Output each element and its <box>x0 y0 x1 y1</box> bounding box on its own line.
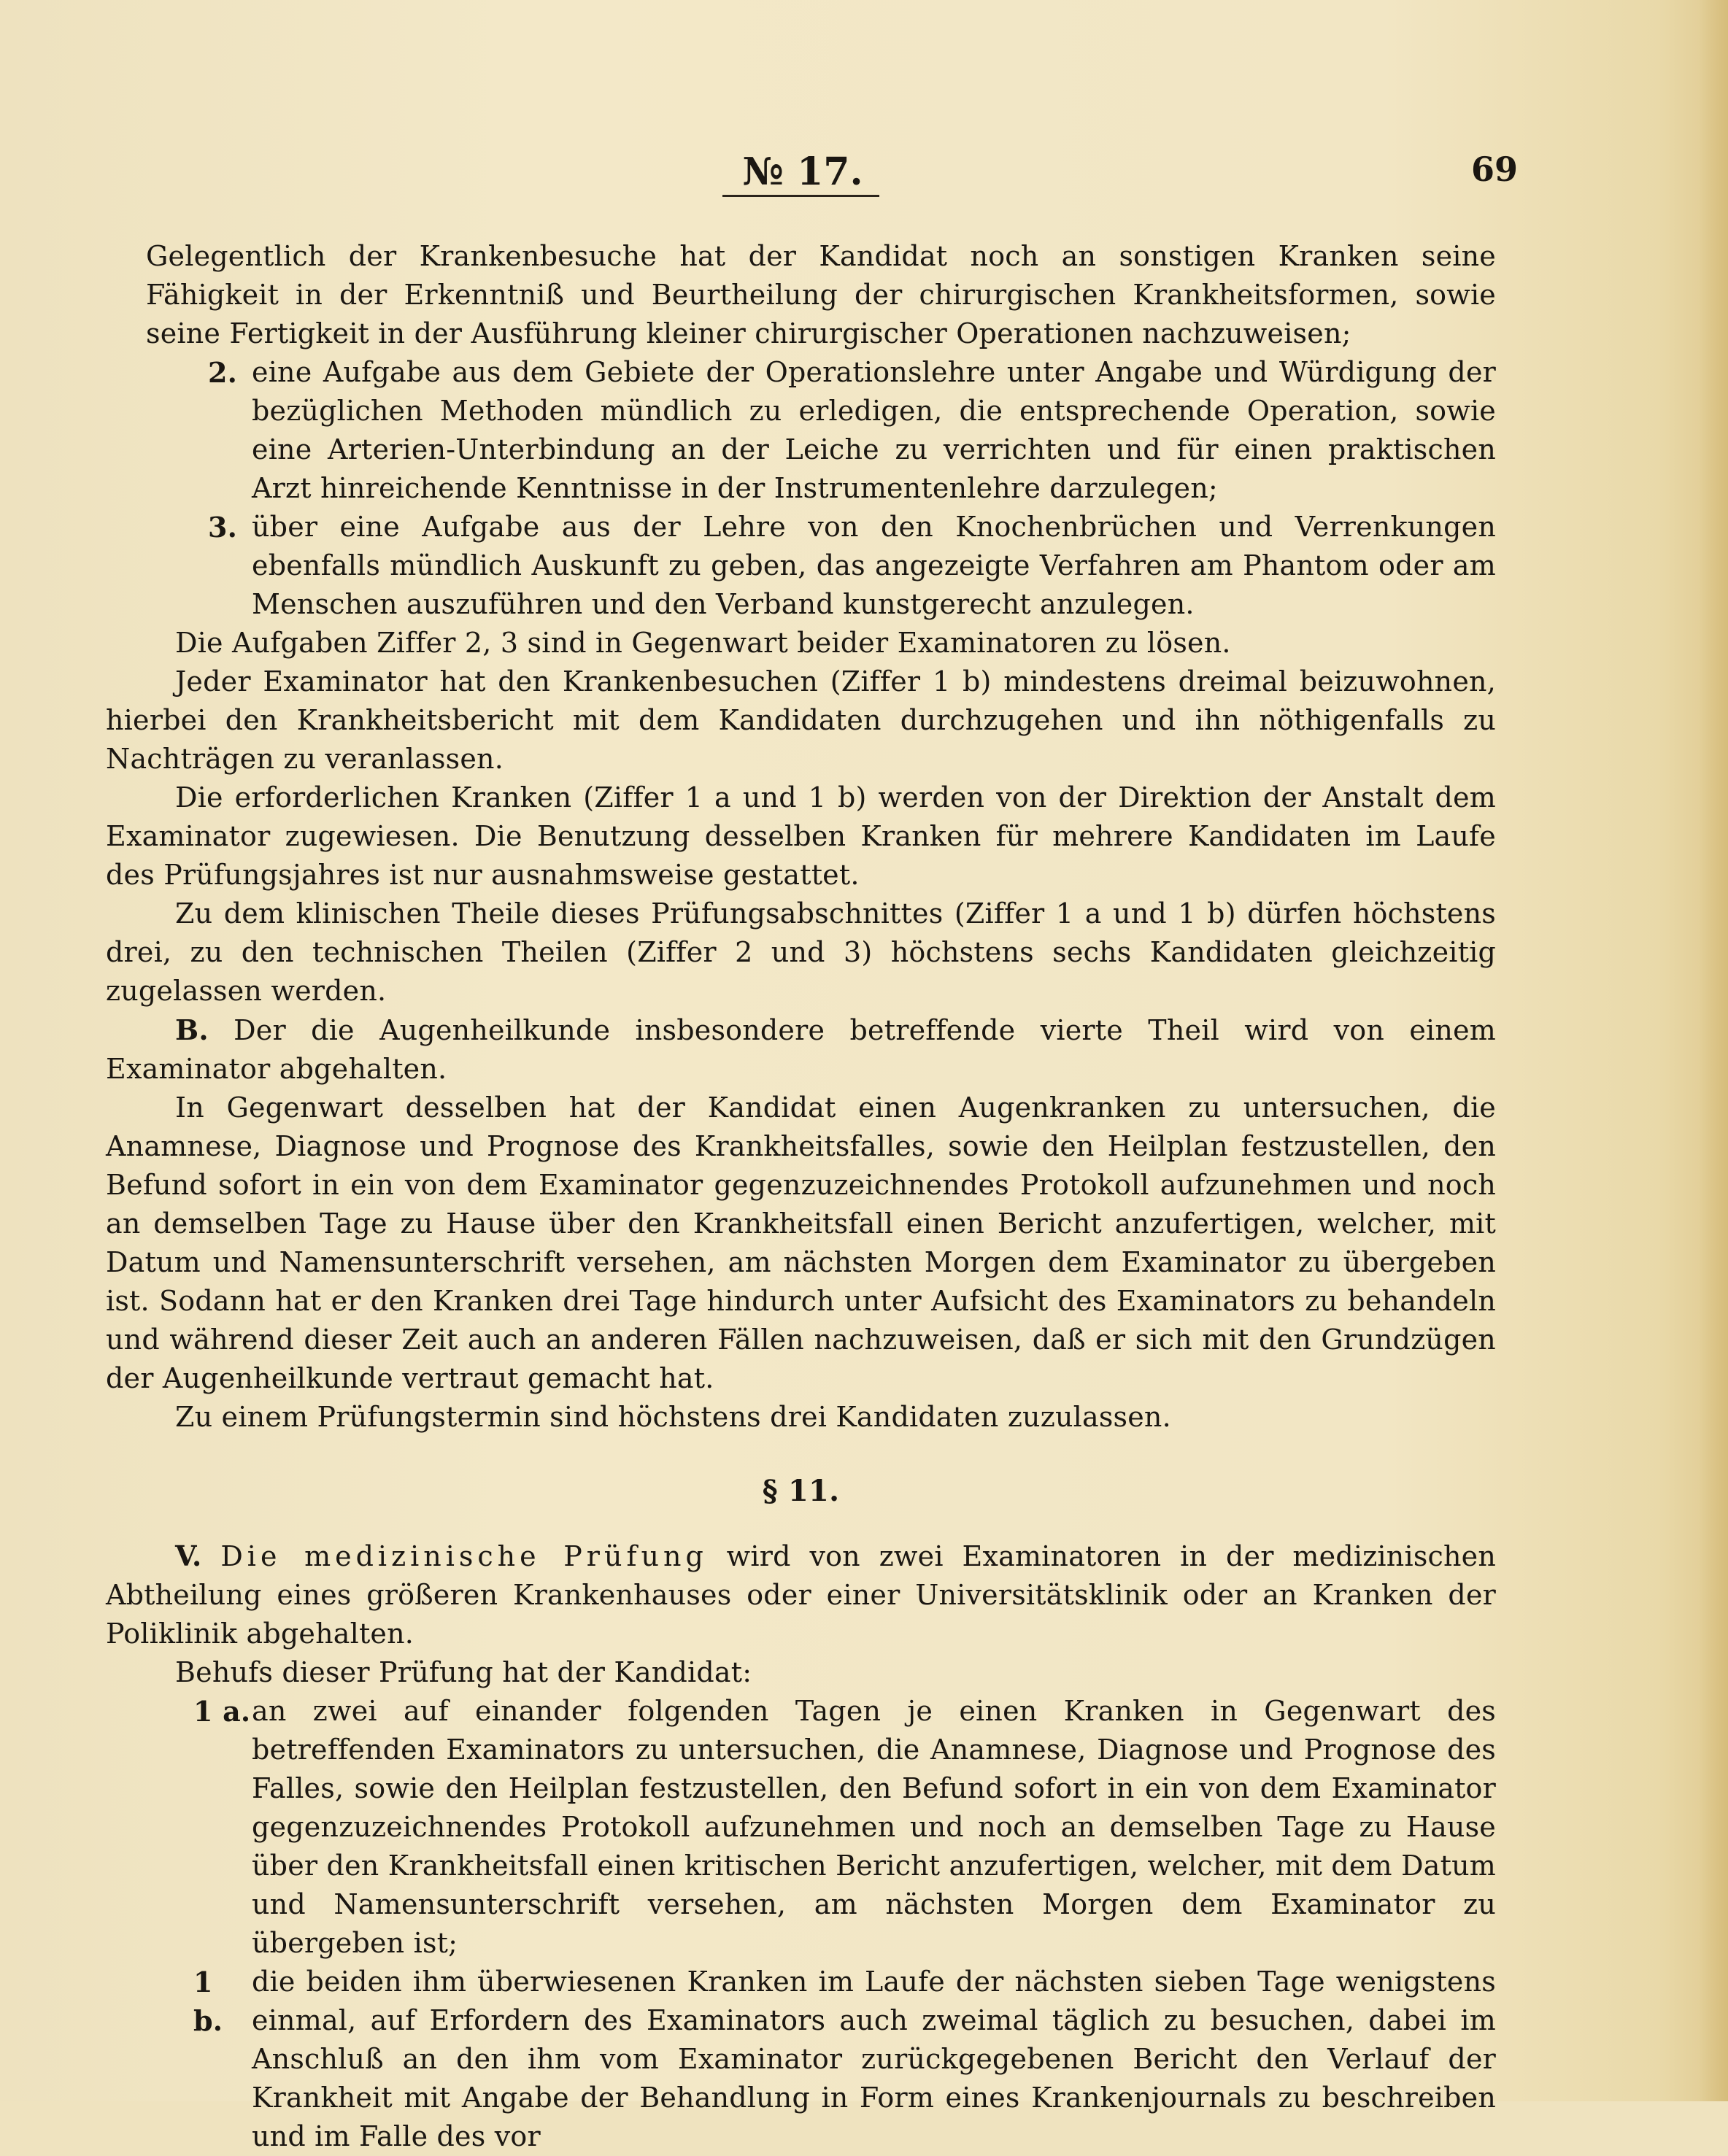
paragraph-gegenwart: In Gegenwart desselben hat der Kandidat einen Augenkranken zu untersuchen, die Anamnese, Diagnose und Prognose des Krankheitsfalles, sowie den Heilplan festzustellen, den Befund sofort in ein von dem Examinator gegenzuzeichnendes Protokoll aufzunehmen und noch an demselben Tage zu Hause über den Krankheitsfall einen Bericht anzufertigen, welcher, mit Datum und Namensunterschrift versehen, am nächsten Morgen dem Examinator zu übergeben ist. Sodann hat er den Kranken drei Tage hindurch unter Aufsicht des Examinators zu behandeln und während dieser Zeit auch an anderen Fällen nachzuweisen, daß er sich mit den Grundzügen der Augenheilkunde vertraut gemacht hat. <box>106 1091 1496 1394</box>
paragraph-pruefungstermin: Zu einem Prüfungstermin sind höchstens drei Kandidaten zuzulassen. <box>175 1401 1171 1433</box>
paragraph-klinischer-theil: Zu dem klinischen Theile dieses Prüfungsabschnittes (Ziffer 1 a und 1 b) dürfen höchstens drei, zu den technischen Theilen (Ziffer 2 und 3) höchstens sechs Kandidaten gleichzeitig zugelassen werden. <box>106 897 1496 1007</box>
list-item-number: 2. <box>208 356 238 389</box>
section-v-emphasis: Die medizinische Prüfung <box>220 1540 708 1572</box>
list-item-number: 1 b. <box>193 1966 223 2037</box>
document-body <box>106 237 1496 2156</box>
list-item-number: 3. <box>208 511 238 544</box>
list-item-2 <box>106 353 1496 508</box>
section-b-text: Der die Augenheilkunde insbesondere betreffende vierte Theil wird von einem Examinator abgehalten. <box>106 1014 1497 1085</box>
list-item-text: an zwei auf einander folgenden Tagen je einen Kranken in Gegenwart des betreffenden Examinators zu untersuchen, die Anamnese, Diagnose und Prognose des Falles, sowie den Heilplan festzustellen, den Befund sofort in ein von dem Examinator gegenzuzeichnendes Protokoll aufzunehmen und noch an demselben Tage zu Hause über den Krankheitsfall einen kritischen Bericht anzufertigen, welcher, mit dem Datum und Namensunterschrift versehen, am nächsten Morgen dem Examinator zu übergeben ist; <box>252 1695 1496 1959</box>
page-edge-shadow <box>1699 0 1728 2101</box>
paragraph-b <box>106 1011 1496 1089</box>
section-v-label: V. <box>175 1539 202 1572</box>
paragraph-continuation: Gelegentlich der Krankenbesuche hat der Kandidat noch an sonstigen Kranken seine Fähigkeit in der Erkenntniß und Beurtheilung der chirurgischen Krankheitsformen, sowie seine Fertigkeit in der Ausführung kleiner chirurgischer Operationen nachzuweisen; <box>146 240 1496 349</box>
issue-number: № 17. <box>742 150 863 194</box>
list-item-3 <box>106 508 1496 624</box>
header-rule <box>722 195 879 197</box>
section-heading: § 11. <box>762 1474 840 1508</box>
page-number: 69 <box>1470 150 1518 189</box>
section-b-label: B. <box>175 1013 209 1046</box>
list-item-1b <box>106 1963 1496 2156</box>
paragraph-behufs: Behufs dieser Prüfung hat der Kandidat: <box>175 1656 752 1688</box>
paragraph-v <box>106 1537 1496 1653</box>
list-item-number: 1 a. <box>193 1695 251 1728</box>
paragraph-erforderliche-kranke: Die erforderlichen Kranken (Ziffer 1 a und 1 b) werden von der Direktion der Anstalt dem Examinator zugewiesen. Die Benutzung desselben Kranken für mehrere Kandidaten im Laufe des Prüfungsjahres ist nur ausnahmsweise gestattet. <box>106 781 1496 891</box>
list-item-1a <box>106 1692 1496 1963</box>
paragraph-jeder-examinator: Jeder Examinator hat den Krankenbesuchen (Ziffer 1 b) mindestens dreimal beizuwohnen, hierbei den Krankheitsbericht mit dem Kandidaten durchzugehen und ihn nöthigenfalls zu Nachträgen zu veranlassen. <box>106 665 1496 775</box>
list-item-text: die beiden ihm überwiesenen Kranken im Laufe der nächsten sieben Tage wenigstens einmal, auf Erfordern des Examinators auch zweimal täglich zu besuchen, dabei im Anschluß an den ihm vom Examinator zurückgegebenen Bericht den Verlauf der Krankheit mit Angabe der Behandlung in Form eines Krankenjournals zu beschreiben und im Falle des vor <box>252 1966 1496 2152</box>
paragraph-aufgaben: Die Aufgaben Ziffer 2, 3 sind in Gegenwart beider Examinatoren zu lösen. <box>175 627 1231 659</box>
list-item-text: über eine Aufgabe aus der Lehre von den Knochenbrüchen und Verrenkungen ebenfalls mündlich Auskunft zu geben, das angezeigte Verfahren am Phantom oder am Menschen auszuführen und den Verband kunstgerecht anzulegen. <box>252 511 1496 620</box>
list-item-text: eine Aufgabe aus dem Gebiete der Operationslehre unter Angabe und Würdigung der bezüglichen Methoden mündlich zu erledigen, die entsprechende Operation, sowie eine Arterien-Unterbindung an der Leiche zu verrichten und für einen praktischen Arzt hinreichende Kenntnisse in der Instrumentenlehre darzulegen; <box>252 356 1496 504</box>
page-header <box>0 150 1728 201</box>
section-v-text: wird von zwei Examinatoren in der medizinischen Abtheilung eines größeren Krankenhauses oder einer Universitätsklinik oder an Kranken der Poliklinik abgehalten. <box>106 1540 1497 1650</box>
